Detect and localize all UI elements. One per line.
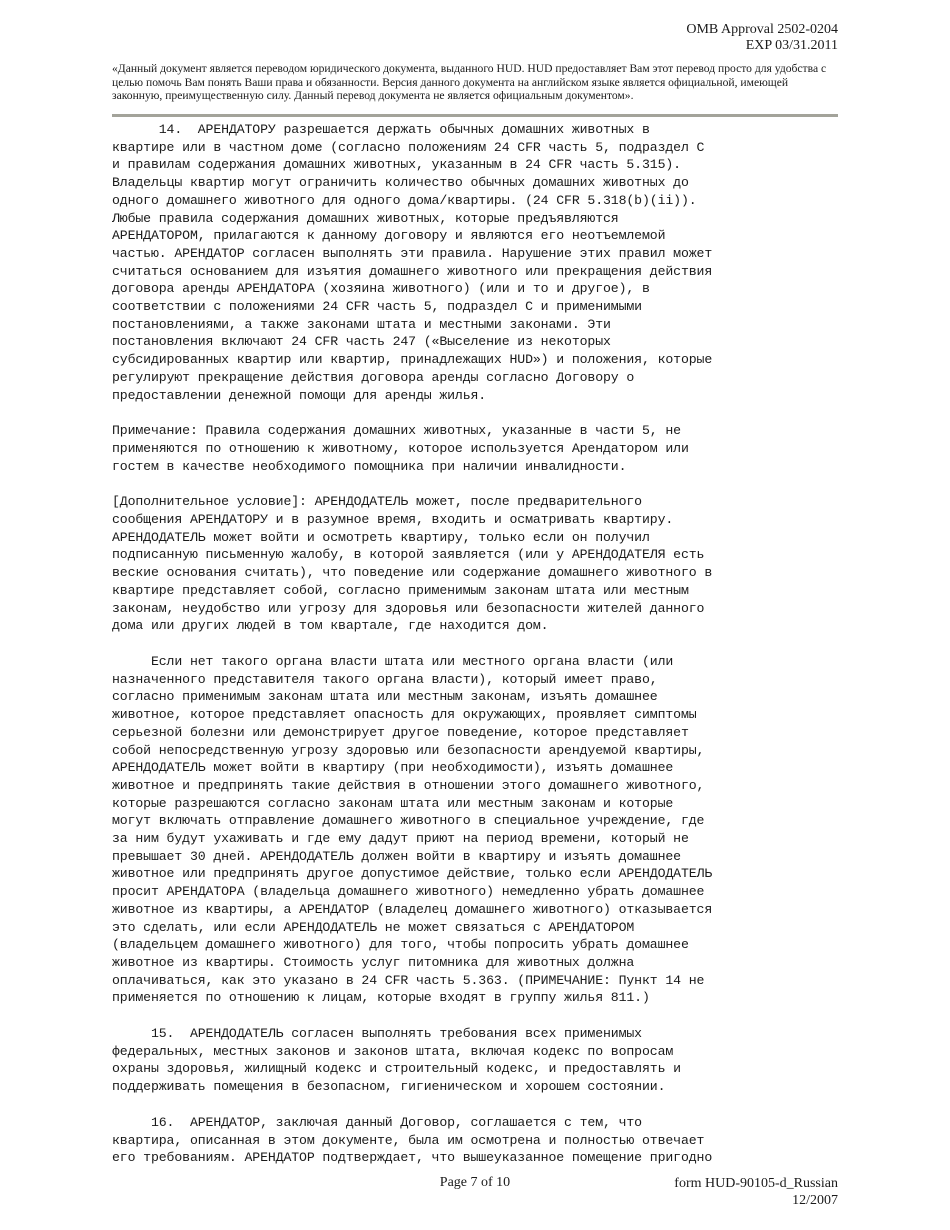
header-divider [112, 114, 838, 117]
translation-disclaimer: «Данный документ является переводом юридического документа, выданного HUD. HUD предоставляет Вам этот перевод просто для удобства с целью помочь Вам понять Ваши права и обязанности. Версия данного документа на английском языке является официальной, имеющей законную, преимущественную силу. Данный перевод документа не является официальным документом». [112, 62, 827, 102]
omb-approval-number: OMB Approval 2502-0204 [686, 22, 838, 37]
omb-approval [686, 22, 838, 54]
paragraph-gap [112, 635, 852, 653]
note-paragraph: Примечание: Правила содержания домашних животных, указанные в части 5, не применяются по отношению к животному, которое используется Арендатором или гостем в качестве необходимого помощника при наличии инвалидности. [112, 423, 689, 474]
paragraph-gap [112, 1007, 852, 1025]
paragraph-14-pets: 14. АРЕНДАТОРУ разрешается держать обычных домашних животных в квартире или в частном доме (согласно положениям 24 CFR часть 5, подраздел C и правилам содержания домашних животных, указанным в 24 CFR часть 5.315). Владельцы квартир могут ограничить количество обычных домашних животных до одного домашнего животного для одного дома/квартиры. (24 CFR 5.318(b)(ii)). Любые правила содержания домашних животных, которые предъявляются АРЕНДАТОРОМ, прилагаются к данному договору и являются его неотъемлемой частью. АРЕНДАТОР согласен выполнять эти правила. Нарушение этих правил может считаться основанием для изъятия домашнего животного или прекращения действия договора аренды АРЕНДАТОРА (хозяина животного) (или и то и другое), в соответствии с положениями 24 CFR часть 5, подраздел C и применимыми постановлениями, а также законами штата и местными законами. Эти постановления включают 24 CFR часть 247 («Выселение из некоторых субсидированных квартир или квартир, принадлежащих HUD») и положения, которые регулируют прекращение действия договора аренды согласно Договору о предоставлении денежной помощи для аренды жилья. [112, 122, 713, 403]
form-date: 12/2007 [792, 1193, 838, 1208]
paragraph-gap [112, 475, 852, 493]
document-body [112, 121, 852, 1167]
paragraph-16-inspection: 16. АРЕНДАТОР, заключая данный Договор, соглашается с тем, что квартира, описанная в этом документе, была им осмотрена и полностью отвечает его требованиям. АРЕНДАТОР подтверждает, что вышеуказанное помещение пригодно [112, 1114, 713, 1166]
form-number: form HUD-90105-d_Russian [674, 1176, 838, 1191]
additional-condition-paragraph: [Дополнительное условие]: АРЕНДОДАТЕЛЬ может, после предварительного сообщения АРЕНДАТОРУ и в разумное время, входить и осматривать квартиру. АРЕНДОДАТЕЛЬ может войти и осмотреть квартиру, только если он получил подписанную письменную жалобу, в которой заявляется (или у АРЕНДОДАТЕЛЯ есть веские основания считать), что поведение или содержание домашнего животного в квартире представляет собой, согласно применимым законам штата или местным законам, неудобство или угрозу для здоровья или безопасности жителей данного дома или других людей в том квартале, где находится дом. [112, 494, 713, 634]
no-authority-paragraph: Если нет такого органа власти штата или местного органа власти (или назначенного представителя такого органа власти), который имеет право, согласно применимым законам штата или местным законам, изъять домашнее животное, которое представляет опасность для окружающих, проявляет симптомы серьезной болезни или демонстрирует другое поведение, которое представляет собой непосредственную угрозу здоровью или безопасности арендуемой квартиры, АРЕНДОДАТЕЛЬ может войти в квартиру (при необходимости), изъять домашнее животное и предпринять такие действия в отношении этого домашнего животного, которые разрешаются согласно законам штата или местным законам и которые могут включать отправление домашнего животного в специальное учреждение, где за ним будут ухаживать и где ему дадут приют на период времени, который не превышает 30 дней. АРЕНДОДАТЕЛЬ должен войти в квартиру и изъять домашнее животное или предпринять другое допустимое действие, только если АРЕНДОДАТЕЛЬ просит АРЕНДАТОРА (владельца домашнего животного) немедленно убрать домашнее животное из квартиры, а АРЕНДАТОР (владелец домашнего животного) отказывается это сделать, или если АРЕНДОДАТЕЛЬ не может связаться с АРЕНДАТОРОМ (владельцем домашнего животного) для того, чтобы попросить убрать домашнее животное из квартиры. Стоимость услуг питомника для животных должна оплачиваться, как это указано в 24 CFR часть 5.363. (ПРИМЕЧАНИЕ: Пункт 14 не применяется по отношению к лицам, которые входят в группу жилья 811.) [112, 653, 713, 1006]
form-identifier [674, 1175, 838, 1209]
omb-expiration: EXP 03/31.2011 [745, 38, 838, 53]
paragraph-15-compliance: 15. АРЕНДОДАТЕЛЬ согласен выполнять требования всех применимых федеральных, местных законов и законов штата, включая кодекс по вопросам охраны здоровья, жилищный кодекс и строительный кодекс, и предоставлять и поддерживать помещения в безопасном, гигиеническом и хорошем состоянии. [112, 1026, 681, 1095]
paragraph-gap [112, 1096, 852, 1114]
paragraph-gap [112, 404, 852, 422]
page-number: Page 7 of 10 [439, 1175, 511, 1190]
